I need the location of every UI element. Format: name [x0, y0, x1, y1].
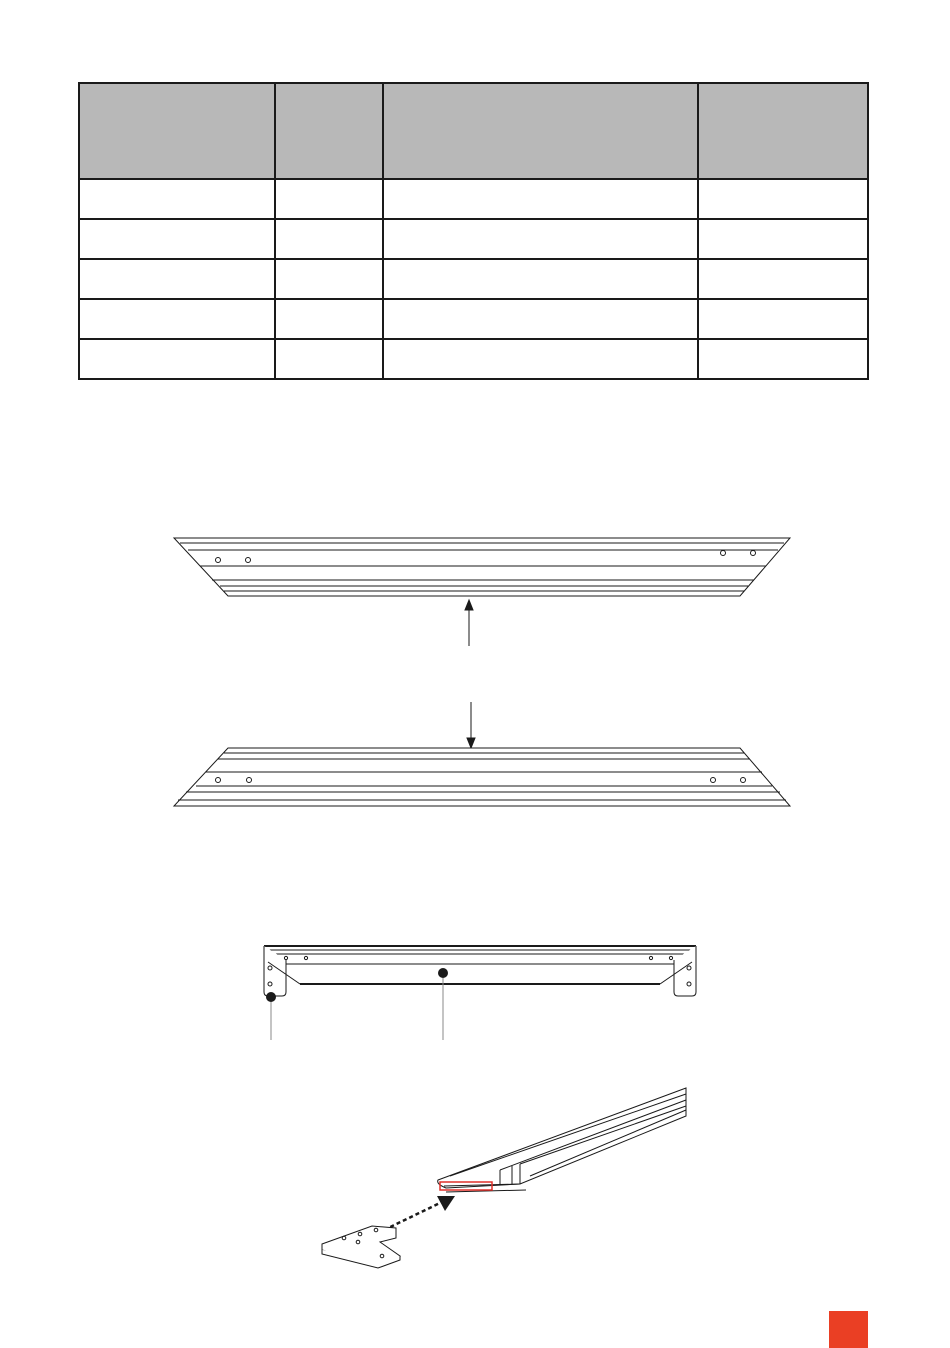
rail-end: [438, 1088, 686, 1192]
rail-alignment-figure: [0, 530, 950, 820]
alignment-arrow-down: [467, 702, 475, 748]
corner-plate-figure: [0, 1080, 950, 1290]
insert-arrow: [384, 1196, 455, 1230]
table-header-cell: [383, 83, 698, 179]
table-cell: [383, 259, 698, 299]
table-cell: [383, 219, 698, 259]
table-cell: [383, 339, 698, 379]
table-cell: [79, 219, 275, 259]
table-cell: [698, 339, 868, 379]
table-cell: [698, 219, 868, 259]
table-cell: [275, 339, 383, 379]
upper-rail: [174, 538, 790, 596]
table-row: [79, 219, 868, 259]
page-marker: [829, 1311, 868, 1348]
table-cell: [275, 299, 383, 339]
alignment-arrow-up: [465, 600, 473, 646]
table-cell: [383, 179, 698, 219]
table-cell: [275, 259, 383, 299]
table-cell: [698, 179, 868, 219]
table-cell: [275, 179, 383, 219]
table-row: [79, 179, 868, 219]
table-cell: [275, 219, 383, 259]
table-row: [79, 259, 868, 299]
table-row: [79, 339, 868, 379]
center-marker: [438, 968, 448, 978]
table-cell: [383, 299, 698, 339]
table-cell: [79, 339, 275, 379]
table-cell: [79, 179, 275, 219]
table-cell: [698, 299, 868, 339]
table-row: [79, 299, 868, 339]
table-header-cell: [79, 83, 275, 179]
lower-rail: [174, 748, 790, 806]
table-header-cell: [275, 83, 383, 179]
table-header-row: [79, 83, 868, 179]
table-cell: [79, 299, 275, 339]
table-cell: [79, 259, 275, 299]
spec-table: [78, 82, 869, 380]
frame-front-figure: [0, 940, 950, 1050]
table-cell: [698, 259, 868, 299]
foot-marker: [266, 992, 276, 1002]
table-header-cell: [698, 83, 868, 179]
corner-plate: [322, 1226, 400, 1268]
